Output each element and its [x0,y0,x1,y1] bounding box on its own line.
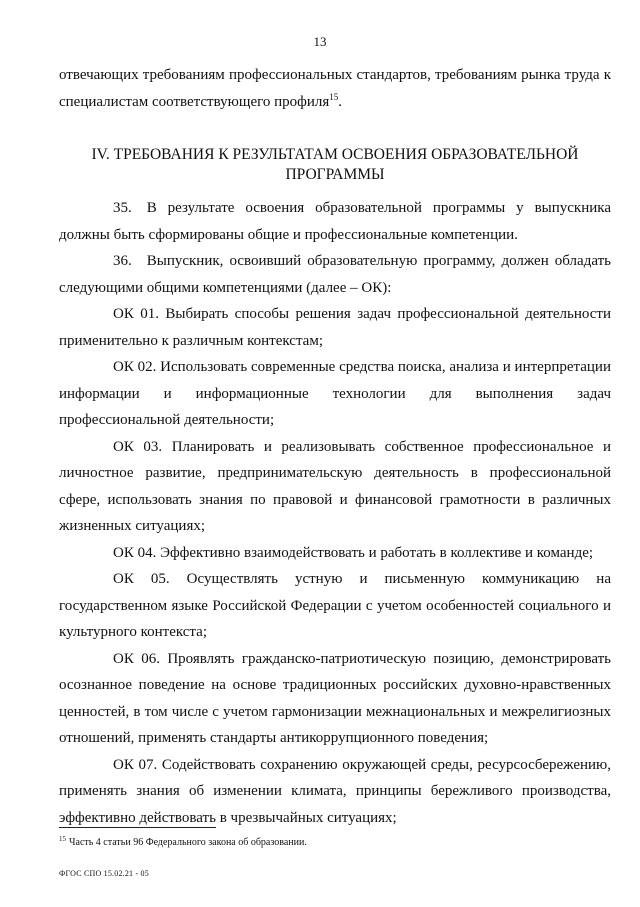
competency-ok03: ОК 03. Планировать и реализовывать собственное профессиональное и личностное развитие, предпринимательскую деятельность в профессиональной сфере, использовать знания по правовой и финансовой грамотности в различных жизненных ситуациях; [59,438,611,534]
intro-paragraph [59,62,611,115]
footnote-divider [59,827,216,828]
competency-ok04: ОК 04. Эффективно взаимодействовать и работать в коллективе и команде; [113,544,594,561]
paragraph-36: 36. Выпускник, освоивший образовательную программу, должен обладать следующими общими компетенциями (далее – ОК): [59,253,611,296]
document-code: ФГОС СПО 15.02.21 - 05 [59,869,149,878]
competency-ok05: ОК 05. Осуществлять устную и письменную коммуникацию на государственном языке Российской Федерации с учетом особенностей социального и культурного контекста; [59,571,611,640]
intro-text: отвечающих требованиям профессиональных стандартов, требованиям рынка труда к специалистам соответствующего профиля [59,67,611,110]
page-number: 13 [313,34,327,49]
footnote-mark: 15 [59,834,66,843]
intro-suffix: . [338,93,343,110]
footnote-reference[interactable]: 15 [329,91,339,102]
section-title: IV. ТРЕБОВАНИЯ К РЕЗУЛЬТАТАМ ОСВОЕНИЯ ОБРАЗОВАТЕЛЬНОЙ ПРОГРАММЫ [91,146,579,183]
competency-ok01: ОК 01. Выбирать способы решения задач профессиональной деятельности применительно к различным контекстам; [59,306,611,349]
page-content [59,62,611,831]
competency-ok07: ОК 07. Содействовать сохранению окружающей среды, ресурсосбережению, применять знания об изменении климата, принципы бережливого производства, эффективно действовать в чрезвычайных ситуациях; [59,756,611,826]
footnote-text: Часть 4 статьи 96 Федерального закона об образовании. [69,837,307,848]
competency-ok02: ОК 02. Использовать современные средства поиска, анализа и интерпретации информации и информационные технологии для выполнения задач профессиональной деятельности; [59,359,611,428]
competency-ok06: ОК 06. Проявлять гражданско-патриотическую позицию, демонстрировать осознанное поведение на основе традиционных российских духовно-нравственных ценностей, в том числе с учетом гармонизации межнациональных и межрелигиозных отношений, применять стандарты антикоррупционного поведения; [59,650,611,746]
paragraph-35: 35. В результате освоения образовательной программы у выпускника должны быть сформированы общие и профессиональные компетенции. [59,200,611,243]
footnote [59,836,307,850]
